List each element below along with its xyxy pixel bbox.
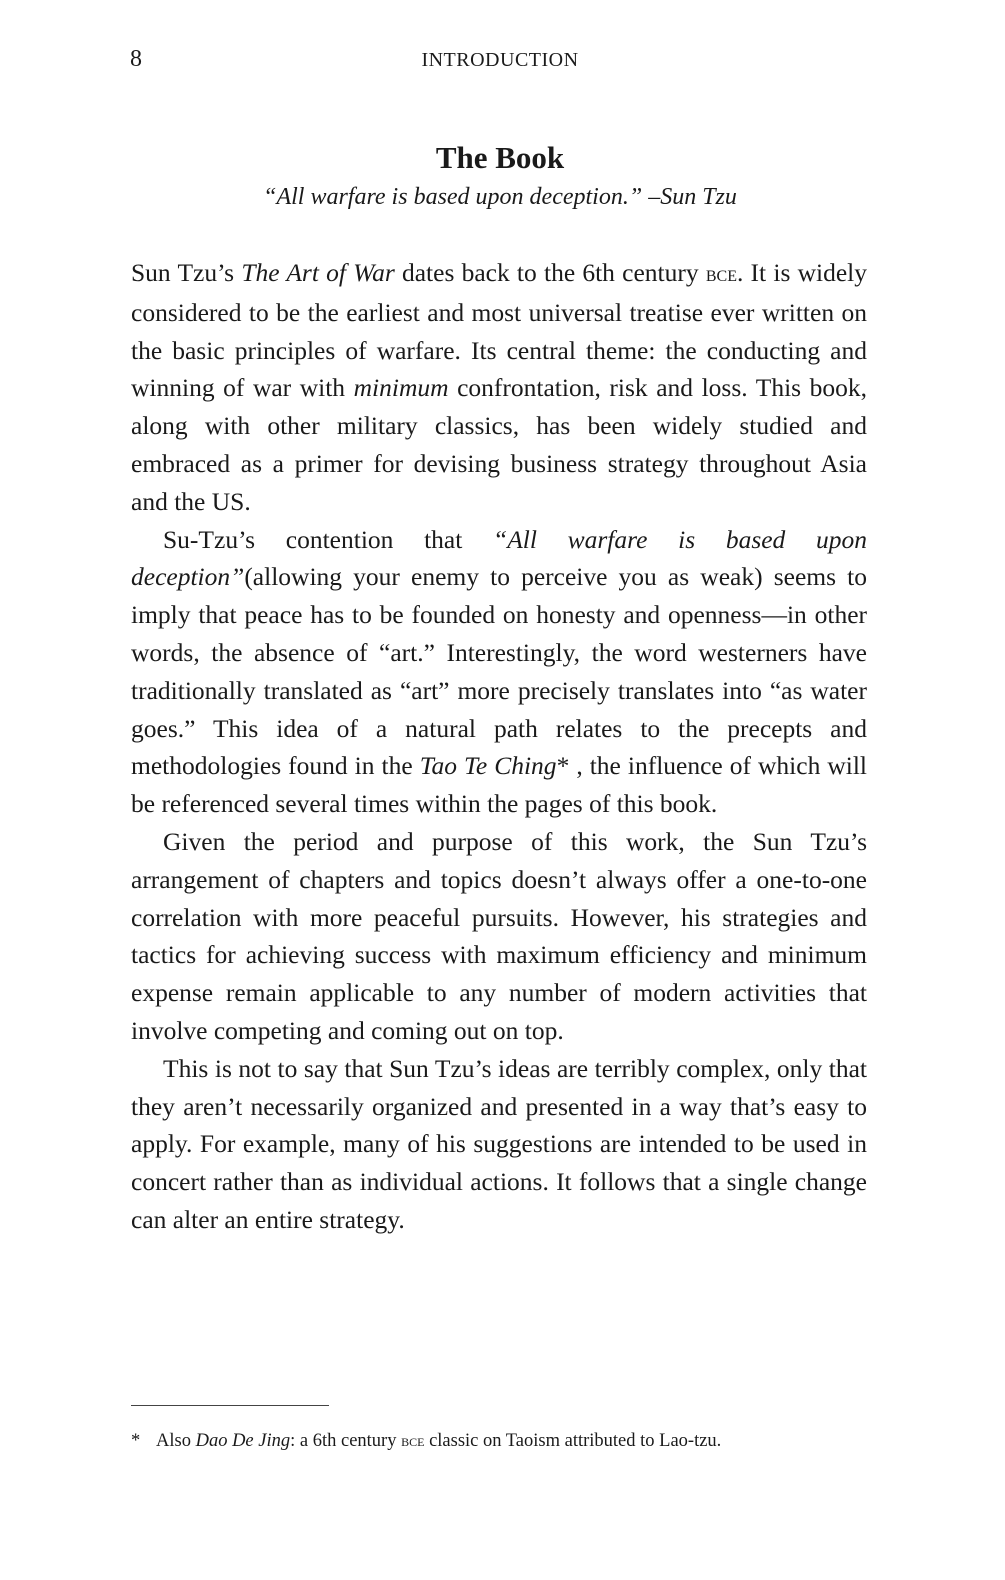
- emphasis-minimum: minimum: [353, 373, 449, 403]
- footnote-text: classic on Taoism attributed to Lao-tzu.: [424, 1431, 722, 1451]
- paragraph-3: Given the period and purpose of this work, the Sun Tzu’s arrangement of chapters and topics doesn’t always offer a one-to-one correlation with more peaceful pursuits. However, his strategies and tactics for achieving success with maximum efficiency and minimum expense remain applicable to any number of modern activities that involve competing and coming out on top.: [131, 826, 867, 1045]
- footnote-text: : a 6th century: [290, 1431, 402, 1451]
- paragraph-2-text: Su-Tzu’s contention that: [163, 524, 494, 554]
- footnote-book-title: Dao De Jing: [195, 1431, 291, 1451]
- footnote-divider: [131, 1405, 329, 1406]
- paragraph-4: This is not to say that Sun Tzu’s ideas are terribly complex, only that they aren’t necessarily organized and presented in a way that’s easy to apply. For example, many of his suggestions are intended to be used in concert rather than as individual actions. It follows that a single change can alter an entire strategy.: [131, 1053, 867, 1234]
- paragraph-2: [131, 521, 867, 823]
- running-head: [130, 44, 870, 78]
- paragraph-1-text: Sun Tzu’s: [131, 258, 242, 287]
- running-title: INTRODUCTION: [421, 49, 579, 71]
- epigraph: “All warfare is based upon deception.” –Sun Tzu: [263, 184, 737, 210]
- footnote-marker: *: [131, 1431, 141, 1451]
- book-title-tao-te-ching: Tao Te Ching: [419, 751, 557, 781]
- era-abbreviation: bce: [705, 261, 737, 287]
- footnote-era-abbreviation: bce: [401, 1431, 425, 1450]
- quote-deception: “All warfare is based upon deception”: [131, 524, 867, 592]
- body-text: [131, 254, 867, 1239]
- section-heading: The Book: [435, 140, 565, 175]
- footnote-reference: *: [556, 751, 570, 781]
- footnote-text: Also: [156, 1431, 196, 1451]
- paragraph-1-text: confrontation, risk and loss. This book, along with other military classics, has been widely studied and embraced as a primer for devising business strategy throughout Asia and the US.: [131, 373, 868, 516]
- paragraph-2-text: , the influence of which will be referenced several times within the pages of this book.: [131, 751, 868, 819]
- page-number: 8: [130, 46, 142, 72]
- footnote: [131, 1428, 871, 1454]
- book-title-art-of-war: The Art of War: [241, 258, 395, 287]
- paragraph-1-text: dates back to the 6th century: [394, 258, 706, 287]
- paragraph-1: [131, 254, 867, 521]
- paragraph-1-text: . It is widely considered to be the earliest and most universal treatise ever written on the basic principles of warfare. Its central theme: the conducting and winning of war with: [131, 258, 867, 403]
- paragraph-2-text: (allowing your enemy to perceive you as weak) seems to imply that peace has to be founded on honesty and openness—in other words, the absence of “art.” Interestingly, the word westerners have traditionally translated as “art” more precisely translates into “as water goes.” This idea of a natural path relates to the precepts and methodologies found in the: [131, 562, 867, 781]
